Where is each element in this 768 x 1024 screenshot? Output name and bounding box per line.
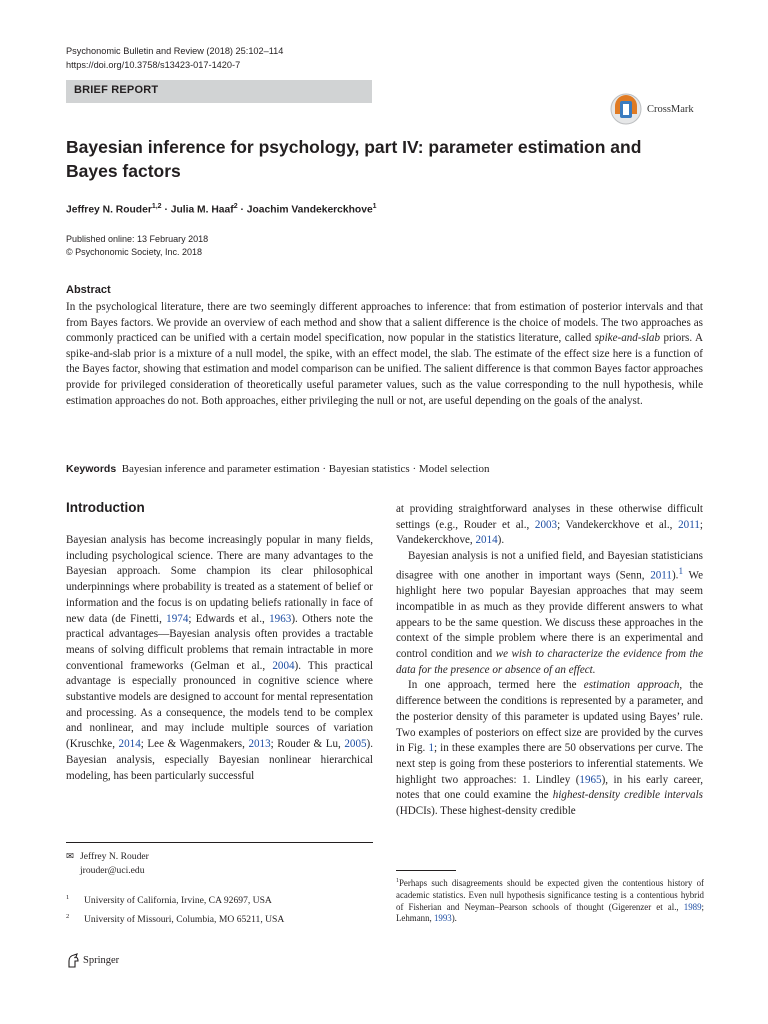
body-text: ). — [497, 534, 505, 547]
abstract-text-part: In the psychological literature, there are two seemingly different approaches to inference: that from estimation of posterior intervals and that from Bayes factors. We provide an overview of each method and show that a salient difference is the choice of models. The two approaches as commonly practiced can be unified with a certain model specification, now popular in the statistics literature, called — [66, 301, 703, 345]
citation-link[interactable]: 2011 — [678, 518, 700, 531]
keywords — [66, 463, 489, 475]
body-text: Bayesian analysis is not a unified field, and Bayesian statisticians disagree with one another in important ways (Senn, — [396, 550, 703, 582]
emphasis-text: we wish to characterize the evidence from the data for the presence or absence of an effect. — [396, 648, 703, 676]
footnote-divider — [66, 842, 373, 843]
citation-link[interactable]: 1993 — [433, 913, 452, 924]
body-paragraph — [396, 549, 703, 678]
body-text: ). This practical advantage is especially pronounced in cognitive science where substantive models are designed to account for mental representation and processing. As a consequence, the models tend to be complex and nonlinear, and may include multiple sources of variation (Kruschke, — [66, 659, 373, 751]
affiliation-number: 1 — [66, 894, 70, 901]
body-paragraph — [66, 533, 373, 784]
journal-header — [66, 45, 283, 72]
publication-date: Published online: 13 February 2018 — [66, 234, 209, 244]
citation-link[interactable]: 2004 — [272, 659, 295, 672]
abstract-text-part: priors. A spike-and-slab prior is a mixture of a null model, the spike, with an effect model, the slab. The estimate of the effect size here is a function of the Bayes factor, showing that estimation and model comparison can be unified. The salient difference is that common Bayes factor approaches provide for privileged consideration of theoretically useful parameter values, such as the value corresponding to the null hypothesis, while estimation approaches do not. Both approaches, either privileging the null or not, are useful depending on the goals of the analyst. — [66, 332, 703, 407]
springer-horse-icon — [66, 953, 80, 968]
intro-column-right — [396, 502, 703, 820]
body-text: at providing straightforward analyses in these otherwise difficult settings (e.g., Rouder et al., — [396, 503, 703, 531]
affiliation — [66, 913, 284, 925]
keywords-text: Bayesian inference and parameter estimation · Bayesian statistics · Model selection — [121, 463, 490, 475]
body-text: ; Rouder & Lu, — [270, 738, 345, 751]
affiliation-number: 2 — [66, 913, 70, 920]
citation-link[interactable]: 1974 — [166, 612, 189, 625]
author-affiliation-marker: 1 — [372, 203, 377, 210]
publication-info — [66, 233, 208, 259]
affiliation-text: University of California, Irvine, CA 92697, USA — [84, 895, 272, 907]
body-text: ; in these examples there are 50 observations per curve. The next step is going from these posteriors to inferential statements. We highlight two approaches: 1. Lindley ( — [396, 742, 704, 786]
footnote-number: 1 — [396, 878, 399, 884]
body-text: (HDCIs). These highest-density credible — [396, 805, 576, 818]
affiliation-text: University of Missouri, Columbia, MO 65211, USA — [84, 914, 285, 926]
keywords-label: Keywords — [66, 463, 117, 475]
body-text: We highlight here two popular Bayesian approaches that may seem incompatible in as much as they provide different answers to what appears to be the same question. We discuss these approaches in the context of the simple problem where there is an experimental and control condition and — [396, 569, 703, 661]
correspondence-email[interactable]: jrouder@uci.edu — [80, 864, 145, 876]
section-heading-introduction: Introduction — [66, 500, 145, 515]
body-text: ). — [671, 569, 679, 582]
abstract-heading: Abstract — [66, 284, 111, 296]
author-name[interactable]: Julia M. Haaf — [170, 204, 234, 216]
article-type-badge — [66, 80, 372, 103]
citation-link[interactable]: 2014 — [118, 738, 141, 751]
affiliation — [66, 894, 272, 906]
body-text: ; Edwards et al., — [188, 612, 270, 625]
figure-link[interactable]: 1 — [428, 742, 434, 755]
footnote-divider — [396, 870, 456, 871]
author-affiliation-marker: 2 — [233, 203, 238, 210]
footnote-text: ; Lehmann, — [396, 901, 704, 924]
citation-link[interactable]: 1989 — [683, 901, 702, 912]
abstract-text — [66, 300, 703, 409]
citation-link[interactable]: 2003 — [534, 518, 558, 531]
body-paragraph — [396, 502, 703, 549]
crossmark-button[interactable] — [610, 92, 720, 126]
author-name[interactable]: Joachim Vandekerckhove — [246, 204, 373, 216]
publisher-logo — [66, 953, 119, 968]
footnote-text: Perhaps such disagreements should be expected given the contentious history of academic statistics. Even null hypothesis significance testing is a contentious hybrid of Fisherian and Neyman–Pearson schools of thought (Gigerenzer et al., — [396, 877, 704, 912]
doi-link[interactable]: https://doi.org/10.3758/s13423-017-1420-7 — [66, 59, 241, 70]
citation-link[interactable]: 2005 — [344, 738, 367, 751]
correspondence-name: Jeffrey N. Rouder — [80, 851, 149, 862]
abstract-emphasis: spike-and-slab — [594, 332, 661, 345]
author-separator: · — [161, 204, 171, 216]
body-text: , the difference between the conditions is represented by a parameter, and the posterior density of this parameter is updated using Bayes’ rule. Two examples of posteriors on effect size are provided by the curves in Fig. — [396, 679, 703, 755]
emphasis-text: highest-density credible intervals — [552, 789, 703, 802]
citation-link[interactable]: 2011 — [650, 569, 672, 582]
body-text: ; Vandekerckhove et al., — [557, 518, 679, 531]
citation-link[interactable]: 1963 — [269, 612, 292, 625]
envelope-icon: ✉ — [66, 851, 75, 862]
footnote — [396, 876, 704, 925]
citation-link[interactable]: 2013 — [248, 738, 271, 751]
body-text: ). Others note the practical advantages—Bayesian analysis often provides a tractable means of solving difficult problems that remain intractable in more conventional frameworks (Gelman et al., — [66, 612, 373, 672]
crossmark-label: CrossMark — [647, 103, 694, 115]
copyright: © Psychonomic Society, Inc. 2018 — [66, 247, 203, 257]
author-name[interactable]: Jeffrey N. Rouder — [66, 204, 152, 216]
author-list — [66, 203, 377, 215]
author-separator: · — [237, 204, 247, 216]
body-text: ), in his early career, notes that one could examine the — [396, 773, 703, 802]
footnote-marker[interactable]: 1 — [678, 566, 684, 577]
author-affiliation-marker: 1,2 — [151, 203, 162, 210]
citation-link[interactable]: 1965 — [579, 773, 602, 786]
journal-citation: Psychonomic Bulletin and Review (2018) 25:102–114 — [66, 46, 284, 56]
body-text: ; Lee & Wagenmakers, — [140, 738, 249, 751]
body-text: In one approach, termed here the — [408, 679, 584, 692]
body-text: ; Vandekerckhove, — [396, 518, 703, 547]
emphasis-text: estimation approach — [583, 679, 680, 692]
footnote-text: ). — [451, 913, 457, 924]
article-type-label: BRIEF REPORT — [74, 84, 159, 96]
body-paragraph — [396, 678, 703, 819]
article-title: Bayesian inference for psychology, part IV: parameter estimation and Bayes factors — [66, 137, 642, 181]
body-text: ). Bayesian analysis, especially Bayesian nonlinear hierarchical modeling, has been particularly successful — [66, 738, 374, 782]
crossmark-icon — [610, 92, 642, 126]
publisher-name: Springer — [83, 955, 120, 966]
body-text: Bayesian analysis has become increasingly popular in many fields, including psychological science. There are many advantages to the Bayesian approach. Some champion its clear philosophical underpinnings where probability is treated as a statement of belief or information and the focus is on updating beliefs rationally in face of new data (de Finetti, — [66, 534, 373, 625]
citation-link[interactable]: 2014 — [475, 534, 498, 547]
correspondence — [66, 850, 149, 877]
intro-column-left — [66, 533, 373, 784]
